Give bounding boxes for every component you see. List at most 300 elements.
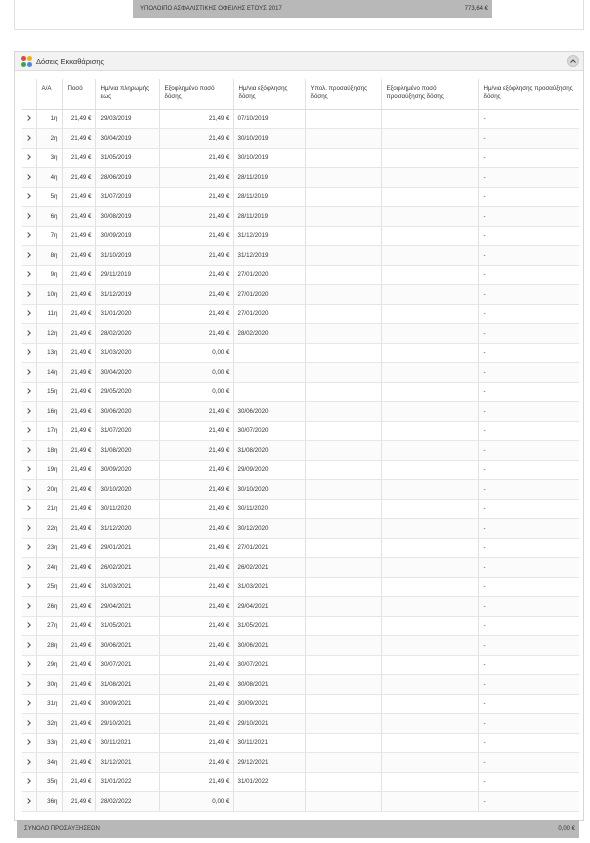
row-number: 36η xyxy=(36,792,62,812)
chevron-up-icon xyxy=(570,59,576,63)
amount: 21,49 € xyxy=(62,343,95,363)
surcharge-remaining xyxy=(305,558,381,578)
payment-due-date: 29/11/2019 xyxy=(95,265,159,285)
table-row[interactable] xyxy=(22,792,579,812)
table-row[interactable] xyxy=(22,772,579,792)
surcharge-paid-amount xyxy=(381,129,478,149)
paid-date: 31/05/2021 xyxy=(233,616,305,636)
surcharge-paid-amount xyxy=(381,109,478,129)
surcharge-paid-amount xyxy=(381,382,478,402)
paid-amount: 21,49 € xyxy=(159,421,233,441)
row-number: 16η xyxy=(36,402,62,422)
expand-row-button[interactable] xyxy=(22,714,36,734)
surcharge-remaining xyxy=(305,636,381,656)
chevron-right-icon xyxy=(25,213,31,219)
expand-row-button[interactable] xyxy=(22,655,36,675)
paid-amount: 21,49 € xyxy=(159,538,233,558)
row-number: 30η xyxy=(36,675,62,695)
table-row[interactable] xyxy=(22,753,579,773)
table-row[interactable] xyxy=(22,636,579,656)
amount: 21,49 € xyxy=(62,655,95,675)
payment-due-date: 29/10/2021 xyxy=(95,714,159,734)
surcharge-paid-date: - xyxy=(478,597,579,617)
surcharge-paid-amount xyxy=(381,733,478,753)
paid-date xyxy=(233,792,305,812)
payment-due-date: 30/09/2019 xyxy=(95,226,159,246)
expand-row-button[interactable] xyxy=(22,226,36,246)
table-row[interactable] xyxy=(22,324,579,344)
surcharge-remaining xyxy=(305,402,381,422)
payment-due-date: 29/04/2021 xyxy=(95,597,159,617)
table-row[interactable] xyxy=(22,519,579,539)
payment-due-date: 28/02/2022 xyxy=(95,792,159,812)
surcharge-paid-date: - xyxy=(478,480,579,500)
row-number: 13η xyxy=(36,343,62,363)
amount: 21,49 € xyxy=(62,597,95,617)
amount: 21,49 € xyxy=(62,304,95,324)
amount: 21,49 € xyxy=(62,460,95,480)
surcharge-remaining xyxy=(305,538,381,558)
amount: 21,49 € xyxy=(62,148,95,168)
header-surcharge-paid-date: Ημ/νια εξόφλησης προσαύξησης δόσης xyxy=(478,79,579,109)
row-number: 29η xyxy=(36,655,62,675)
expand-row-button[interactable] xyxy=(22,694,36,714)
chevron-right-icon xyxy=(25,408,31,414)
surcharge-remaining xyxy=(305,324,381,344)
surcharge-remaining xyxy=(305,519,381,539)
header-payment-due-date: Ημ/νια πληρωμής εως xyxy=(95,79,159,109)
table-row[interactable] xyxy=(22,655,579,675)
paid-date xyxy=(233,343,305,363)
row-number: 22η xyxy=(36,519,62,539)
row-number: 32η xyxy=(36,714,62,734)
surcharge-remaining xyxy=(305,480,381,500)
row-number: 19η xyxy=(36,460,62,480)
paid-amount: 21,49 € xyxy=(159,148,233,168)
surcharge-paid-date: - xyxy=(478,187,579,207)
surcharge-remaining xyxy=(305,207,381,227)
payment-due-date: 31/07/2019 xyxy=(95,187,159,207)
surcharge-remaining xyxy=(305,675,381,695)
chevron-right-icon xyxy=(25,544,31,550)
payment-due-date: 30/07/2021 xyxy=(95,655,159,675)
table-row[interactable] xyxy=(22,402,579,422)
expand-row-button[interactable] xyxy=(22,460,36,480)
expand-row-button[interactable] xyxy=(22,265,36,285)
surcharge-remaining xyxy=(305,187,381,207)
paid-date: 31/12/2019 xyxy=(233,226,305,246)
paid-amount: 21,49 € xyxy=(159,246,233,266)
paid-date: 30/06/2021 xyxy=(233,636,305,656)
chevron-right-icon xyxy=(25,759,31,765)
paid-date: 31/08/2020 xyxy=(233,441,305,461)
expand-row-button[interactable] xyxy=(22,480,36,500)
paid-amount: 21,49 € xyxy=(159,460,233,480)
surcharge-remaining xyxy=(305,129,381,149)
header-expand xyxy=(22,79,36,109)
paid-amount: 21,49 € xyxy=(159,616,233,636)
expand-row-button[interactable] xyxy=(22,792,36,812)
table-row[interactable] xyxy=(22,129,579,149)
header-aa: Α/Α xyxy=(36,79,62,109)
surcharge-remaining xyxy=(305,421,381,441)
surcharge-remaining xyxy=(305,441,381,461)
chevron-right-icon xyxy=(25,271,31,277)
surcharge-paid-amount xyxy=(381,265,478,285)
chevron-right-icon xyxy=(25,583,31,589)
chevron-right-icon xyxy=(25,115,31,121)
chevron-right-icon xyxy=(25,135,31,141)
surcharge-paid-date: - xyxy=(478,168,579,188)
expand-row-button[interactable] xyxy=(22,519,36,539)
amount: 21,49 € xyxy=(62,441,95,461)
paid-amount: 21,49 € xyxy=(159,207,233,227)
row-number: 3η xyxy=(36,148,62,168)
payment-due-date: 30/08/2019 xyxy=(95,207,159,227)
row-number: 8η xyxy=(36,246,62,266)
surcharge-remaining xyxy=(305,616,381,636)
surcharge-remaining xyxy=(305,694,381,714)
payment-due-date: 28/02/2020 xyxy=(95,324,159,344)
amount: 21,49 € xyxy=(62,285,95,305)
expand-row-button[interactable] xyxy=(22,753,36,773)
surcharge-remaining xyxy=(305,733,381,753)
paid-amount: 21,49 € xyxy=(159,733,233,753)
surcharge-paid-date: - xyxy=(478,402,579,422)
amount: 21,49 € xyxy=(62,187,95,207)
expand-row-button[interactable] xyxy=(22,499,36,519)
surcharge-paid-date: - xyxy=(478,655,579,675)
surcharge-paid-amount xyxy=(381,402,478,422)
paid-date: 30/08/2021 xyxy=(233,675,305,695)
row-number: 5η xyxy=(36,187,62,207)
surcharge-paid-amount xyxy=(381,480,478,500)
paid-amount: 21,49 € xyxy=(159,597,233,617)
surcharge-paid-amount xyxy=(381,343,478,363)
amount: 21,49 € xyxy=(62,772,95,792)
surcharge-paid-date: - xyxy=(478,285,579,305)
surcharge-paid-amount xyxy=(381,187,478,207)
table-row[interactable] xyxy=(22,480,579,500)
paid-amount: 21,49 € xyxy=(159,441,233,461)
surcharge-paid-amount xyxy=(381,246,478,266)
surcharge-remaining xyxy=(305,285,381,305)
surcharge-paid-amount xyxy=(381,636,478,656)
chevron-right-icon xyxy=(25,232,31,238)
paid-date: 31/03/2021 xyxy=(233,577,305,597)
surcharge-remaining xyxy=(305,226,381,246)
expand-row-button[interactable] xyxy=(22,441,36,461)
paid-date: 30/10/2019 xyxy=(233,148,305,168)
row-number: 24η xyxy=(36,558,62,578)
paid-date: 26/02/2021 xyxy=(233,558,305,578)
payment-due-date: 29/03/2019 xyxy=(95,109,159,129)
amount: 21,49 € xyxy=(62,538,95,558)
expand-row-button[interactable] xyxy=(22,168,36,188)
surcharge-paid-amount xyxy=(381,714,478,734)
paid-amount: 21,49 € xyxy=(159,636,233,656)
surcharge-paid-date: - xyxy=(478,246,579,266)
expand-row-button[interactable] xyxy=(22,675,36,695)
expand-row-button[interactable] xyxy=(22,148,36,168)
payment-due-date: 30/04/2020 xyxy=(95,363,159,383)
row-number: 35η xyxy=(36,772,62,792)
amount: 21,49 € xyxy=(62,226,95,246)
surcharge-paid-amount xyxy=(381,304,478,324)
surcharge-paid-date: - xyxy=(478,460,579,480)
payment-due-date: 31/10/2019 xyxy=(95,246,159,266)
chevron-right-icon xyxy=(25,564,31,570)
expand-row-button[interactable] xyxy=(22,207,36,227)
paid-amount: 21,49 € xyxy=(159,324,233,344)
payment-due-date: 31/05/2021 xyxy=(95,616,159,636)
paid-amount: 21,49 € xyxy=(159,187,233,207)
surcharge-paid-amount xyxy=(381,577,478,597)
table-row[interactable] xyxy=(22,226,579,246)
table-row[interactable] xyxy=(22,207,579,227)
surcharge-paid-date: - xyxy=(478,148,579,168)
paid-date: 28/11/2019 xyxy=(233,207,305,227)
payment-due-date: 30/09/2021 xyxy=(95,694,159,714)
surcharge-paid-amount xyxy=(381,441,478,461)
table-row[interactable] xyxy=(22,421,579,441)
paid-amount: 21,49 € xyxy=(159,265,233,285)
payment-due-date: 29/05/2020 xyxy=(95,382,159,402)
row-number: 34η xyxy=(36,753,62,773)
expand-row-button[interactable] xyxy=(22,382,36,402)
paid-date: 30/07/2021 xyxy=(233,655,305,675)
total-surcharges-value: 0,00 € xyxy=(558,826,575,832)
row-number: 2η xyxy=(36,129,62,149)
surcharge-remaining xyxy=(305,265,381,285)
surcharge-paid-date: - xyxy=(478,636,579,656)
row-number: 27η xyxy=(36,616,62,636)
expand-row-button[interactable] xyxy=(22,246,36,266)
paid-amount: 21,49 € xyxy=(159,694,233,714)
paid-date xyxy=(233,363,305,383)
chevron-right-icon xyxy=(25,681,31,687)
table-row[interactable] xyxy=(22,694,579,714)
expand-row-button[interactable] xyxy=(22,772,36,792)
paid-amount: 21,49 € xyxy=(159,109,233,129)
surcharge-paid-date: - xyxy=(478,109,579,129)
paid-amount: 21,49 € xyxy=(159,285,233,305)
chevron-right-icon xyxy=(25,154,31,160)
colored-dots-icon xyxy=(21,56,32,67)
expand-row-button[interactable] xyxy=(22,538,36,558)
amount: 21,49 € xyxy=(62,753,95,773)
header-surcharge-remaining: Υπολ. προσαύξησης δόσης xyxy=(305,79,381,109)
expand-row-button[interactable] xyxy=(22,577,36,597)
surcharge-paid-date: - xyxy=(478,441,579,461)
amount: 21,49 € xyxy=(62,207,95,227)
expand-row-button[interactable] xyxy=(22,402,36,422)
table-row[interactable] xyxy=(22,304,579,324)
paid-date: 30/09/2021 xyxy=(233,694,305,714)
chevron-right-icon xyxy=(25,798,31,804)
surcharge-paid-date: - xyxy=(478,226,579,246)
table-row[interactable] xyxy=(22,109,579,129)
payment-due-date: 30/06/2020 xyxy=(95,402,159,422)
expand-row-button[interactable] xyxy=(22,636,36,656)
expand-row-button[interactable] xyxy=(22,421,36,441)
expand-row-button[interactable] xyxy=(22,304,36,324)
row-number: 7η xyxy=(36,226,62,246)
table-row[interactable] xyxy=(22,733,579,753)
surcharge-paid-amount xyxy=(381,772,478,792)
paid-amount: 21,49 € xyxy=(159,168,233,188)
total-surcharges-label: ΣΥΝΟΛΟ ΠΡΟΣΑΥΞΗΣΕΩΝ xyxy=(24,826,100,832)
paid-date: 30/06/2020 xyxy=(233,402,305,422)
expand-row-button[interactable] xyxy=(22,343,36,363)
table-row[interactable] xyxy=(22,148,579,168)
surcharge-paid-amount xyxy=(381,421,478,441)
expand-row-button[interactable] xyxy=(22,616,36,636)
paid-date xyxy=(233,382,305,402)
payment-due-date: 29/01/2021 xyxy=(95,538,159,558)
chevron-right-icon xyxy=(25,778,31,784)
chevron-right-icon xyxy=(25,349,31,355)
chevron-right-icon xyxy=(25,330,31,336)
surcharge-paid-date: - xyxy=(478,792,579,812)
surcharge-paid-amount xyxy=(381,499,478,519)
paid-amount: 0,00 € xyxy=(159,792,233,812)
surcharge-paid-date: - xyxy=(478,694,579,714)
chevron-right-icon xyxy=(25,700,31,706)
row-number: 6η xyxy=(36,207,62,227)
payment-due-date: 26/02/2021 xyxy=(95,558,159,578)
expand-row-button[interactable] xyxy=(22,187,36,207)
paid-amount: 0,00 € xyxy=(159,363,233,383)
expand-row-button[interactable] xyxy=(22,558,36,578)
payment-due-date: 30/06/2021 xyxy=(95,636,159,656)
collapse-button[interactable] xyxy=(567,55,579,67)
payment-due-date: 31/12/2021 xyxy=(95,753,159,773)
surcharge-paid-amount xyxy=(381,168,478,188)
chevron-right-icon xyxy=(25,466,31,472)
table-row[interactable] xyxy=(22,499,579,519)
surcharge-paid-amount xyxy=(381,226,478,246)
expand-row-button[interactable] xyxy=(22,597,36,617)
chevron-right-icon xyxy=(25,720,31,726)
surcharge-paid-amount xyxy=(381,207,478,227)
paid-amount: 21,49 € xyxy=(159,480,233,500)
surcharge-remaining xyxy=(305,499,381,519)
surcharge-paid-date: - xyxy=(478,558,579,578)
surcharge-paid-date: - xyxy=(478,714,579,734)
paid-amount: 21,49 € xyxy=(159,772,233,792)
surcharge-remaining xyxy=(305,343,381,363)
paid-amount: 21,49 € xyxy=(159,304,233,324)
surcharge-paid-date: - xyxy=(478,324,579,344)
row-number: 9η xyxy=(36,265,62,285)
surcharge-paid-amount xyxy=(381,558,478,578)
surcharge-paid-date: - xyxy=(478,675,579,695)
amount: 21,49 € xyxy=(62,714,95,734)
table-row[interactable] xyxy=(22,343,579,363)
table-row[interactable] xyxy=(22,187,579,207)
table-row[interactable] xyxy=(22,265,579,285)
surcharge-paid-date: - xyxy=(478,421,579,441)
table-row[interactable] xyxy=(22,538,579,558)
total-surcharges-bar xyxy=(17,820,579,838)
surcharge-paid-date: - xyxy=(478,343,579,363)
surcharge-paid-amount xyxy=(381,285,478,305)
surcharge-remaining xyxy=(305,168,381,188)
chevron-right-icon xyxy=(25,525,31,531)
payment-due-date: 31/08/2021 xyxy=(95,675,159,695)
table-row[interactable] xyxy=(22,577,579,597)
table-row[interactable] xyxy=(22,363,579,383)
chevron-right-icon xyxy=(25,174,31,180)
paid-date: 29/04/2021 xyxy=(233,597,305,617)
expand-row-button[interactable] xyxy=(22,363,36,383)
table-row[interactable] xyxy=(22,675,579,695)
paid-date: 27/01/2020 xyxy=(233,285,305,305)
panel-header xyxy=(15,52,583,71)
table-row[interactable] xyxy=(22,246,579,266)
chevron-right-icon xyxy=(25,622,31,628)
paid-date: 30/11/2020 xyxy=(233,499,305,519)
paid-amount: 21,49 € xyxy=(159,714,233,734)
table-row[interactable] xyxy=(22,382,579,402)
payment-due-date: 30/09/2020 xyxy=(95,460,159,480)
amount: 21,49 € xyxy=(62,246,95,266)
expand-row-button[interactable] xyxy=(22,324,36,344)
table-header-row xyxy=(22,79,579,109)
expand-row-button[interactable] xyxy=(22,109,36,129)
amount: 21,49 € xyxy=(62,636,95,656)
payment-due-date: 30/11/2020 xyxy=(95,499,159,519)
surcharge-paid-amount xyxy=(381,148,478,168)
table-row[interactable] xyxy=(22,285,579,305)
table-row[interactable] xyxy=(22,460,579,480)
paid-amount: 21,49 € xyxy=(159,519,233,539)
surcharge-remaining xyxy=(305,304,381,324)
table-row[interactable] xyxy=(22,558,579,578)
table-row[interactable] xyxy=(22,714,579,734)
table-row[interactable] xyxy=(22,616,579,636)
surcharge-paid-date: - xyxy=(478,577,579,597)
row-number: 10η xyxy=(36,285,62,305)
header-paid-amount: Εξοφλημένο ποσό δόσης xyxy=(159,79,233,109)
expand-row-button[interactable] xyxy=(22,285,36,305)
paid-amount: 21,49 € xyxy=(159,499,233,519)
row-number: 1η xyxy=(36,109,62,129)
chevron-right-icon xyxy=(25,388,31,394)
expand-row-button[interactable] xyxy=(22,129,36,149)
table-row[interactable] xyxy=(22,597,579,617)
expand-row-button[interactable] xyxy=(22,733,36,753)
chevron-right-icon xyxy=(25,427,31,433)
surcharge-paid-amount xyxy=(381,363,478,383)
surcharge-paid-date: - xyxy=(478,363,579,383)
table-row[interactable] xyxy=(22,441,579,461)
amount: 21,49 € xyxy=(62,363,95,383)
chevron-right-icon xyxy=(25,739,31,745)
surcharge-paid-date: - xyxy=(478,207,579,227)
surcharge-paid-date: - xyxy=(478,304,579,324)
paid-date: 07/10/2019 xyxy=(233,109,305,129)
paid-date: 29/12/2021 xyxy=(233,753,305,773)
table-row[interactable] xyxy=(22,168,579,188)
surcharge-paid-amount xyxy=(381,460,478,480)
payment-due-date: 30/04/2019 xyxy=(95,129,159,149)
paid-date: 30/10/2020 xyxy=(233,480,305,500)
amount: 21,49 € xyxy=(62,480,95,500)
chevron-right-icon xyxy=(25,661,31,667)
row-number: 4η xyxy=(36,168,62,188)
